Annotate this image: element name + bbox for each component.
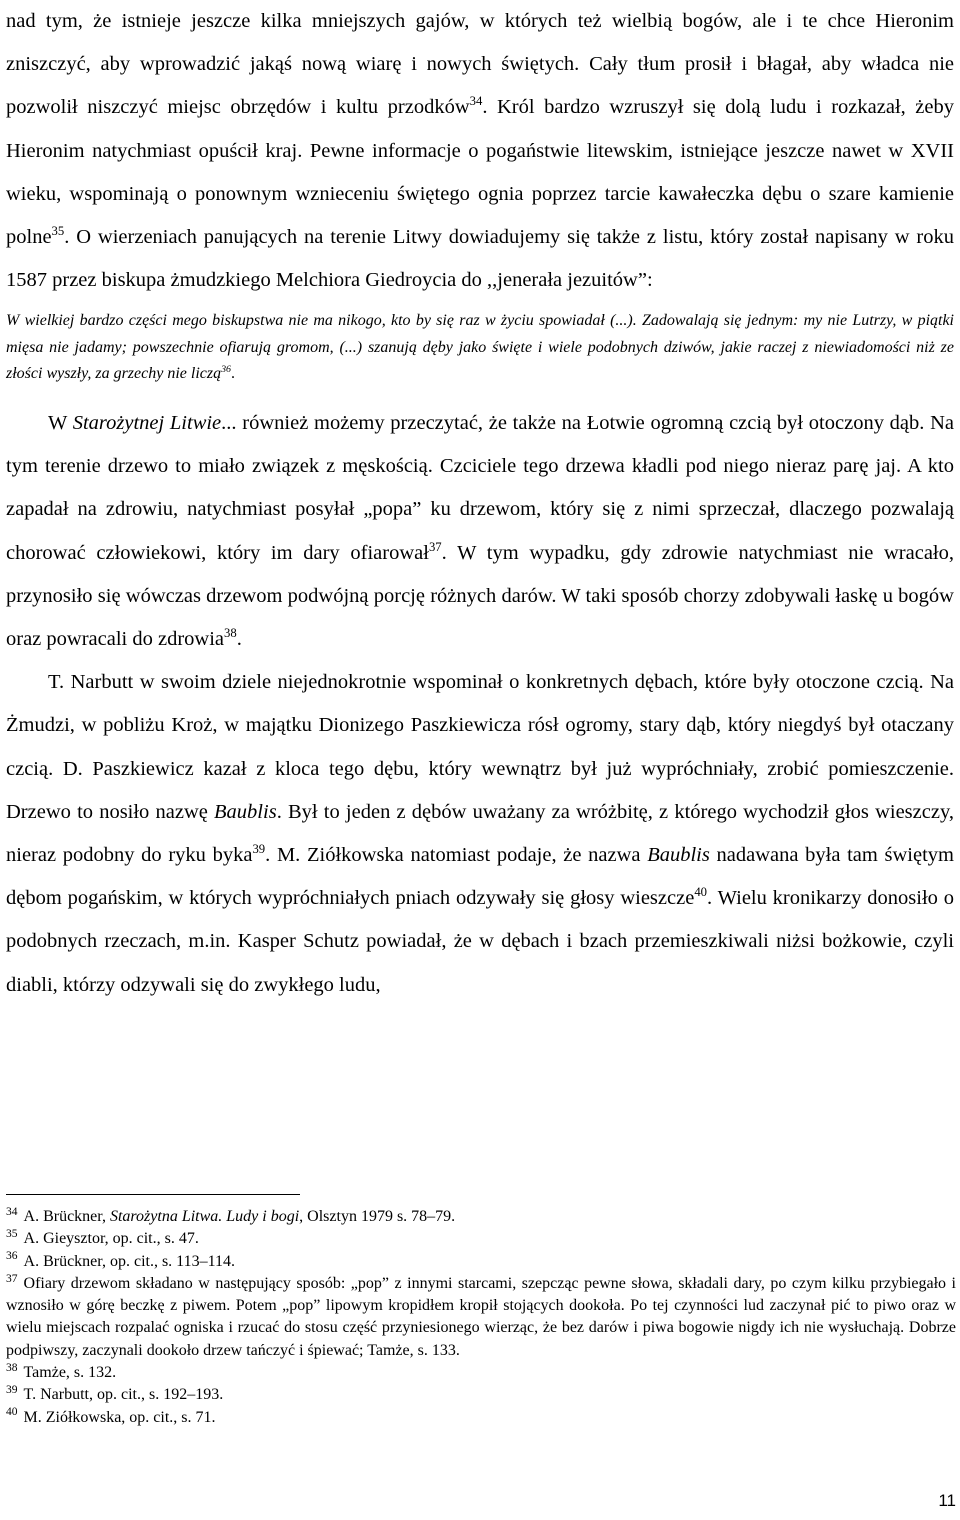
paragraph (6, 402, 954, 661)
italic-text: Baublis (214, 800, 277, 823)
footnote-reference: 34 (469, 94, 483, 109)
footnote-number: 38 (6, 1361, 18, 1374)
footnote-reference: 39 (252, 842, 266, 857)
footnotes (6, 1206, 956, 1429)
text-segment: Ofiary drzewom składano w następujący sposób: „pop” z innymi starcami, szepcząc pewne słowa, składali dary, po czym kilku przybiegało i wznosiło w górę beczkę z piwem. Potem „pop” lipowym kropidłem kropił stojących dookoła. Po tej czynności lud zaczynał pić to piwo oraz w wielu miejscach rozpalać ogniska i rzucać do stosu część przyniesionego wierząc, że bez darów i piwa bogowie nigdy ich nie wysłuchają. Dobrze podpiwszy, zaczynali dookoło drzew tańczyć i śpiewać; Tamże, s. 133. (6, 1274, 956, 1359)
text-segment: nad tym, że istnieje jeszcze kilka mniejszych gajów, w których też wielbią bogów, ale i te chce Hieronim zniszczyć, aby wprowadzić jakąś nową wiarę i nowych świętych. Cały tłum prosił i błagał, aby władca nie pozwolił niszczyć miejsc obrzędów i kultu przodków (6, 10, 954, 119)
text-segment: . Wielu kronikarzy donosiło o podobnych rzeczach, m.in. Kasper Schutz powiadał, że w dębach i bzach przemieszkiwali niżsi bożkowie, czyli diabli, którzy odzywali się do zwykłego ludu, (6, 887, 954, 996)
footnote-separator (6, 1194, 300, 1195)
footnote-reference: 38 (224, 626, 237, 641)
footnote-number: 34 (6, 1205, 18, 1218)
text-segment: A. Gieysztor, op. cit., s. 47. (23, 1230, 199, 1248)
italic-text: Starożytnej Litwie (72, 411, 222, 434)
footnote-reference: 35 (51, 224, 65, 239)
footnote-number: 37 (6, 1272, 18, 1285)
text-segment: . M. Ziółkowska natomiast podaje, że nazwa (265, 843, 648, 866)
text-segment: W (48, 411, 73, 434)
footnote-number: 36 (6, 1250, 18, 1263)
text-segment: A. Brückner, op. cit., s. 113–114. (23, 1252, 235, 1270)
text-segment: nadawana była tam świętym dębom pogańskim, w których wypróchniałych pniach odzywały się głosy wieszcze (6, 843, 954, 910)
footnote (6, 1362, 956, 1384)
text-segment: , Olsztyn 1979 s. 78–79. (299, 1208, 456, 1225)
text-segment: . Był to jeden z dębów uważany za wróżbitę, z którego wychodził głos wieszczy, nieraz podobny do ryku byka (6, 800, 954, 866)
footnote (6, 1384, 956, 1406)
text-segment: . W tym wypadku, gdy zdrowie natychmiast nie wracało, przynosiło się wówczas drzewom podwójną porcję różnych darów. W taki sposób chorzy zdobywali łaskę u bogów oraz powracali do zdrowia (6, 541, 955, 650)
footnote-reference: 37 (428, 539, 442, 554)
text-segment: . (231, 365, 235, 383)
footnote-number: 40 (6, 1406, 18, 1419)
text-segment: W wielkiej bardzo części mego biskupstwa nie ma nikogo, kto by się raz w życiu spowiadał (...). Zadowalają się jednym: my nie Lutrzy, w piątki mięsa nie jadamy; powszechnie ofiarują gromom, (...) szanują dęby jako święte i wiele podobnych dziwów, jakie raczej z niewiadomości niż ze złości wyszły, za grzechy nie liczą (6, 312, 954, 383)
footnote (6, 1407, 956, 1429)
footnote (6, 1251, 956, 1273)
footnote (6, 1228, 956, 1250)
text-segment: T. Narbutt w swoim dziele niejednokrotnie wspominał o konkretnych dębach, które były otoczone czcią. Na Żmudzi, w pobliżu Kroż, w majątku Dionizego Paszkiewicza rósł ogromy, stary dąb, który niegdyś był otaczany czcią. D. Paszkiewicz kazał z kloca tego dębu, który wewnątrz był już wypróchniały, zrobić pomieszczenie. Drzewo to nosiło nazwę (6, 671, 954, 823)
footnote-number: 35 (6, 1227, 18, 1240)
paragraph (6, 661, 954, 1007)
footnote-number: 39 (6, 1384, 18, 1397)
italic-text: Starożytna Litwa. Ludy i bogi (109, 1208, 300, 1225)
main-text (6, 0, 954, 1007)
paragraph (6, 0, 954, 302)
text-segment: . (236, 627, 242, 650)
text-segment: . O wierzeniach panujących na terenie Litwy dowiadujemy się także z listu, który został napisany w roku 1587 przez biskupa żmudzkiego Melchiora Giedroycia do ,,jenerała jezuitów”: (6, 226, 954, 292)
footnote (6, 1206, 956, 1228)
text-segment: M. Ziółkowska, op. cit., s. 71. (23, 1408, 216, 1426)
text-segment: ... również możemy przeczytać, że także na Łotwie ogromną czcią był otoczony dąb. Na tym terenie drzewo to miało związek z męskością. Czciciele tego drzewa kładli pod niego nieraz parę jaj. A kto zapadał na zdrowiu, natychmiast posyłał „popa” ku drzewom, który się z nimi sprzeczał, dlaczego pozwalają chorować człowiekowi, który im dary ofiarował (6, 411, 955, 564)
text-segment: Tamże, s. 132. (23, 1364, 117, 1382)
text-segment: . Król bardzo wzruszył się dolą ludu i rozkazał, żeby Hieronim natychmiast opuścił kraj. Pewne informacje o pogaństwie litewskim, istniejące jeszcze nawet w XVII wieku, wspominają o ponownym wznieceniu świętego ognia poprzez tarcie kawałeczka dębu o szare kamienie polne (6, 96, 954, 249)
footnote-reference: 36 (221, 364, 231, 376)
text-segment: A. Brückner, (23, 1208, 110, 1225)
footnote-reference: 40 (694, 885, 708, 900)
document-page (6, 0, 960, 1520)
page-number: 11 (938, 1491, 956, 1510)
text-segment: T. Narbutt, op. cit., s. 192–193. (23, 1386, 224, 1404)
block-quote (6, 308, 954, 388)
footnote (6, 1273, 956, 1362)
italic-text: Baublis (647, 843, 710, 866)
